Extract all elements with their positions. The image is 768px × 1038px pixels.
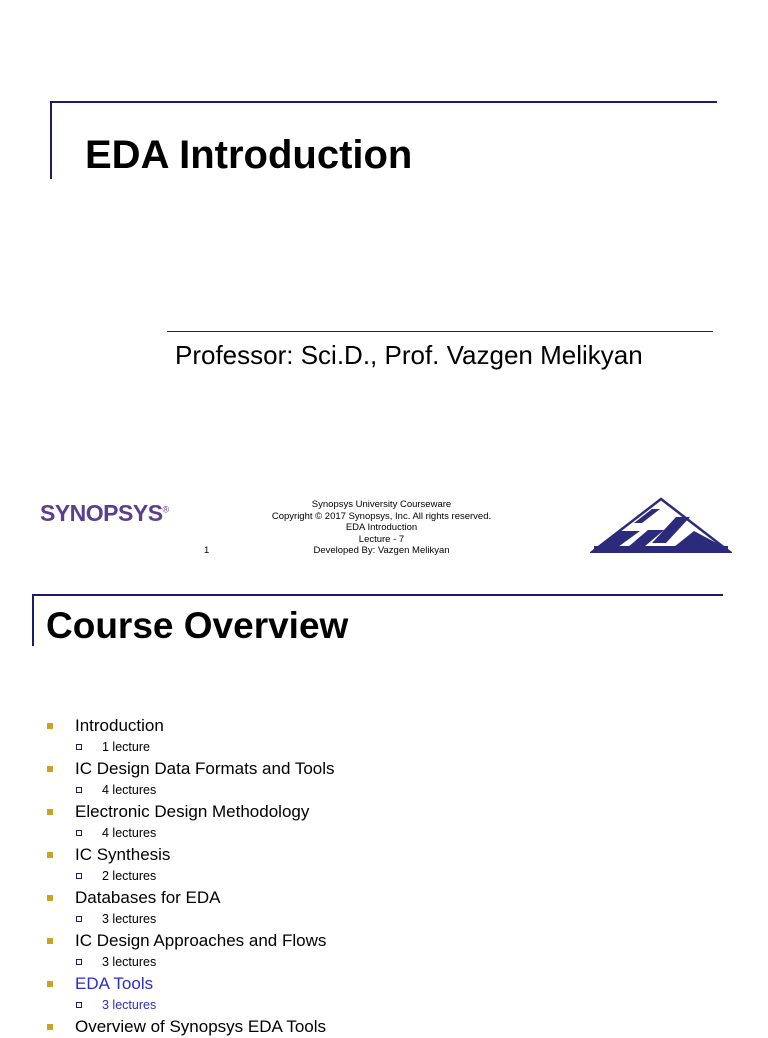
- lecture-count: 3 lectures: [102, 912, 157, 926]
- synopsys-logo-text: SYNOPSYS: [40, 500, 163, 526]
- lecture-count: 4 lectures: [102, 783, 157, 797]
- outline-item: [47, 757, 335, 800]
- title-left-rule: [50, 101, 52, 179]
- bullet-square-icon: [47, 981, 53, 987]
- lecture-count: 1 lecture: [102, 740, 150, 754]
- overview-title: Course Overview: [46, 605, 349, 646]
- bullet-square-icon: [47, 723, 53, 729]
- topic-row: [47, 843, 335, 866]
- lecture-count: 3 lectures: [102, 998, 157, 1012]
- bullet-square-icon: [47, 1024, 53, 1030]
- lecture-count: 4 lectures: [102, 826, 157, 840]
- hollow-square-bullet-icon: [76, 959, 82, 965]
- footer-courseware: Synopsys University Courseware: [311, 499, 452, 510]
- topic-row: [47, 757, 335, 780]
- bullet-square-icon: [47, 852, 53, 858]
- professor-name: Professor: Sci.D., Prof. Vazgen Melikyan: [175, 340, 643, 370]
- page-number: 1: [204, 545, 210, 556]
- outline-item: [47, 800, 335, 843]
- lecture-count-row: [47, 866, 335, 886]
- footer-developer: Developed By: Vazgen Melikyan: [313, 545, 450, 556]
- course-outline: [47, 714, 335, 1038]
- lecture-count-row: [47, 952, 335, 972]
- registered-mark: ®: [162, 504, 169, 515]
- hollow-square-bullet-icon: [76, 830, 82, 836]
- topic-row: [47, 800, 335, 823]
- slide-title: EDA Introduction: [85, 133, 413, 177]
- overview-left-rule: [32, 594, 34, 646]
- lecture-count-row: [47, 995, 335, 1015]
- lecture-count: 3 lectures: [102, 955, 157, 969]
- outline-item: [47, 929, 335, 972]
- lecture-count-row: [47, 737, 335, 757]
- hollow-square-bullet-icon: [76, 1002, 82, 1008]
- slide-footer: [260, 499, 503, 557]
- lecture-count-row: [47, 823, 335, 843]
- subtitle-rule: [167, 331, 713, 332]
- course-overview-slide: [0, 585, 768, 1036]
- hollow-square-bullet-icon: [76, 787, 82, 793]
- topic-label: IC Synthesis: [75, 844, 171, 864]
- bullet-square-icon: [47, 766, 53, 772]
- topic-row: [47, 972, 335, 995]
- topic-row: [47, 886, 335, 909]
- topic-label: IC Design Data Formats and Tools: [75, 758, 335, 778]
- lecture-count-row: [47, 780, 335, 800]
- title-top-rule: [50, 101, 717, 103]
- topic-label: Electronic Design Methodology: [75, 801, 310, 821]
- bullet-square-icon: [47, 809, 53, 815]
- topic-row: [47, 1015, 335, 1038]
- topic-label: Databases for EDA: [75, 887, 221, 907]
- hollow-square-bullet-icon: [76, 873, 82, 879]
- footer-lecture: Lecture - 7: [358, 533, 405, 545]
- lecture-count-row: [47, 909, 335, 929]
- outline-item: [47, 886, 335, 929]
- outline-item: [47, 972, 335, 1015]
- topic-label: Overview of Synopsys EDA Tools: [75, 1016, 327, 1036]
- topic-row: [47, 714, 335, 737]
- topic-row: [47, 929, 335, 952]
- overview-top-rule: [32, 594, 723, 596]
- footer-copyright: Copyright © 2017 Synopsys, Inc. All rights reserved.: [271, 510, 492, 522]
- outline-item: [47, 1015, 335, 1038]
- university-emblem-icon: [590, 497, 732, 553]
- outline-item: [47, 843, 335, 886]
- bullet-square-icon: [47, 895, 53, 901]
- topic-label: Introduction: [75, 715, 164, 735]
- hollow-square-bullet-icon: [76, 744, 82, 750]
- topic-label: IC Design Approaches and Flows: [75, 930, 327, 950]
- synopsys-logo: [40, 500, 169, 527]
- lecture-count: 2 lectures: [102, 869, 157, 883]
- bullet-square-icon: [47, 938, 53, 944]
- outline-item: [47, 714, 335, 757]
- footer-course-title: EDA Introduction: [345, 522, 418, 533]
- hollow-square-bullet-icon: [76, 916, 82, 922]
- topic-label: EDA Tools: [75, 973, 154, 993]
